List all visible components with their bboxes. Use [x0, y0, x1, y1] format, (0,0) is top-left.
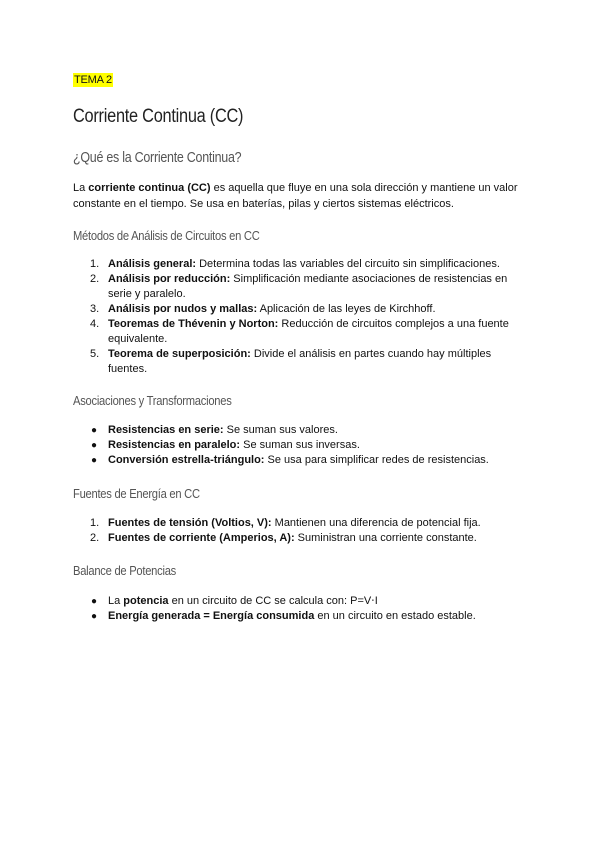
intro-text-b: es aquella que fluye en una sola dirección y mantiene un valor constante en el tiempo. Se usa en baterías, pilas y ciertos sistemas eléctricos. [73, 182, 518, 210]
item-text: Determina todas las variables del circuito sin simplificaciones. [196, 258, 500, 270]
list-item [73, 423, 533, 438]
list-item [73, 453, 533, 468]
list-item [73, 347, 533, 377]
bullet-icon: ● [91, 455, 98, 466]
item-text: Reducción de circuitos complejos a una fuente equivalente. [108, 318, 509, 345]
item-bold: Resistencias en serie: [108, 424, 224, 436]
list-item [73, 257, 533, 272]
item-text: Mantienen una diferencia de potencial fija. [271, 517, 481, 529]
intro-paragraph [73, 180, 533, 212]
item-bold: Análisis general: [108, 258, 197, 270]
intro-bold: corriente continua (CC) [88, 182, 211, 194]
intro-text-a: La [73, 182, 89, 194]
list-number: 2. [90, 532, 100, 544]
page-title: Corriente Continua (CC) [73, 106, 244, 127]
item-text: Suministran una corriente constante. [294, 532, 477, 544]
list-item [73, 531, 533, 546]
list-number: 5. [90, 348, 100, 360]
section-heading-power-balance: Balance de Potencias [73, 563, 176, 578]
item-bold: Conversión estrella-triángulo: [108, 454, 265, 466]
section-heading-methods: Métodos de Análisis de Circuitos en CC [73, 228, 260, 243]
list-number: 2. [90, 273, 100, 285]
power-list [73, 594, 533, 624]
list-item [73, 609, 533, 624]
list-number: 1. [90, 517, 100, 529]
associations-list [73, 423, 533, 468]
item-text: Se suman sus inversas. [240, 439, 360, 451]
section-heading-sources: Fuentes de Energía en CC [73, 486, 200, 501]
list-item [73, 272, 533, 302]
bullet-icon: ● [91, 425, 98, 436]
list-number: 3. [90, 303, 100, 315]
methods-list [73, 257, 533, 377]
list-item [73, 438, 533, 453]
topic-tag: TEMA 2 [74, 74, 112, 86]
list-item [73, 302, 533, 317]
item-text: en un circuito en estado estable. [314, 610, 476, 622]
item-bold: Resistencias en paralelo: [108, 439, 241, 451]
bullet-icon: ● [91, 596, 98, 607]
item-text: en un circuito de CC se calcula con: P=V⋅I [168, 595, 378, 607]
bullet-icon: ● [91, 611, 98, 622]
item-text: Se suman sus valores. [223, 424, 338, 436]
section-heading-what-is-dc: ¿Qué es la Corriente Continua? [73, 150, 242, 166]
item-text: La [108, 595, 124, 607]
list-number: 4. [90, 318, 100, 330]
item-bold: Teorema de superposición: [108, 348, 251, 360]
list-number: 1. [90, 258, 100, 270]
item-bold: Análisis por reducción: [108, 273, 231, 285]
section-heading-associations: Asociaciones y Transformaciones [73, 393, 232, 408]
item-text: Simplificación mediante asociaciones de resistencias en serie y paralelo. [108, 273, 508, 300]
list-item [73, 594, 533, 609]
list-item [73, 516, 533, 531]
sources-list [73, 516, 533, 546]
bullet-icon: ● [91, 440, 98, 451]
item-bold: Análisis por nudos y mallas: [108, 303, 258, 315]
item-text: Aplicación de las leyes de Kirchhoff. [257, 303, 436, 315]
item-bold: potencia [123, 595, 169, 607]
item-bold: Teoremas de Thévenin y Norton: [108, 318, 279, 330]
item-bold: Energía generada = Energía consumida [108, 610, 315, 622]
item-bold: Fuentes de corriente (Amperios, A): [108, 532, 295, 544]
item-text: Divide el análisis en partes cuando hay múltiples fuentes. [108, 348, 492, 375]
list-item [73, 317, 533, 347]
item-bold: Fuentes de tensión (Voltios, V): [108, 517, 272, 529]
item-text: Se usa para simplificar redes de resistencias. [264, 454, 489, 466]
